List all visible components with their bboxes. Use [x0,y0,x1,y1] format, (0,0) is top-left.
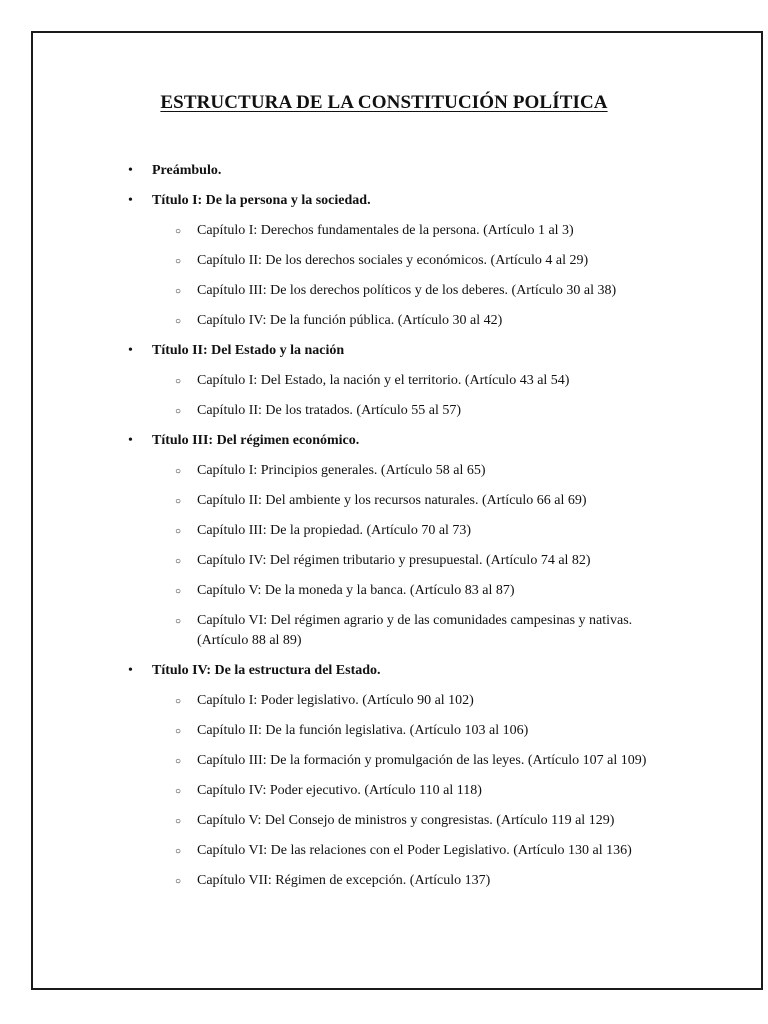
chapter-item [175,781,652,801]
section-title: Preámbulo. [152,163,222,178]
chapter-text: Capítulo III: De los derechos políticos y de los deberes. (Artículo 30 al 38) [197,283,617,298]
section-item [0,161,768,181]
filled-bullet-icon: • [128,433,133,448]
hollow-circle-bullet-icon: ○ [175,256,182,267]
chapter-item [175,251,652,271]
chapter-text: Capítulo II: De la función legislativa. (Artículo 103 al 106) [197,723,529,738]
constitution-outline [0,161,768,901]
chapter-item [175,551,652,571]
chapter-item [175,751,652,771]
hollow-circle-bullet-icon: ○ [175,846,182,857]
chapter-text: Capítulo I: Derechos fundamentales de la persona. (Artículo 1 al 3) [197,223,574,238]
hollow-circle-bullet-icon: ○ [175,696,182,707]
chapter-item [175,691,652,711]
hollow-circle-bullet-icon: ○ [175,286,182,297]
chapter-item [175,871,652,891]
chapter-item [175,371,652,391]
chapter-text: Capítulo I: Poder legislativo. (Artículo 90 al 102) [197,693,474,708]
chapter-item [175,281,652,301]
chapter-list [152,221,668,331]
chapter-text: Capítulo IV: Del régimen tributario y presupuestal. (Artículo 74 al 82) [197,553,591,568]
document-title: ESTRUCTURA DE LA CONSTITUCIÓN POLÍTICA [160,92,608,113]
chapter-item [175,841,652,861]
hollow-circle-bullet-icon: ○ [175,586,182,597]
hollow-circle-bullet-icon: ○ [175,316,182,327]
section-item [0,191,768,331]
chapter-text: Capítulo II: Del ambiente y los recursos naturales. (Artículo 66 al 69) [197,493,587,508]
hollow-circle-bullet-icon: ○ [175,816,182,827]
chapter-item [175,461,652,481]
chapter-text: Capítulo I: Del Estado, la nación y el territorio. (Artículo 43 al 54) [197,373,570,388]
section-title: Título I: De la persona y la sociedad. [152,193,371,208]
hollow-circle-bullet-icon: ○ [175,376,182,387]
chapter-list [152,461,668,651]
chapter-text: Capítulo IV: Poder ejecutivo. (Artículo 110 al 118) [197,783,482,798]
chapter-text: Capítulo V: De la moneda y la banca. (Artículo 83 al 87) [197,583,515,598]
hollow-circle-bullet-icon: ○ [175,226,182,237]
chapter-item [175,221,652,241]
section-item [0,341,768,421]
chapter-text: Capítulo III: De la formación y promulgación de las leyes. (Artículo 107 al 109) [197,753,647,768]
chapter-text: Capítulo VI: Del régimen agrario y de las comunidades campesinas y nativas. (Artículo 88 al 89) [197,613,633,648]
filled-bullet-icon: • [128,663,133,678]
chapter-text: Capítulo IV: De la función pública. (Artículo 30 al 42) [197,313,503,328]
hollow-circle-bullet-icon: ○ [175,876,182,887]
hollow-circle-bullet-icon: ○ [175,406,182,417]
hollow-circle-bullet-icon: ○ [175,526,182,537]
chapter-text: Capítulo II: De los tratados. (Artículo 55 al 57) [197,403,461,418]
chapter-item [175,811,652,831]
chapter-text: Capítulo VI: De las relaciones con el Poder Legislativo. (Artículo 130 al 136) [197,843,632,858]
section-item [0,661,768,891]
chapter-list [152,371,668,421]
chapter-item [175,721,652,741]
chapter-list [152,691,668,891]
hollow-circle-bullet-icon: ○ [175,726,182,737]
section-title: Título II: Del Estado y la nación [152,343,345,358]
chapter-item [175,611,652,651]
chapter-item [175,491,652,511]
section-item [0,431,768,651]
filled-bullet-icon: • [128,343,133,358]
hollow-circle-bullet-icon: ○ [175,756,182,767]
chapter-text: Capítulo V: Del Consejo de ministros y congresistas. (Artículo 119 al 129) [197,813,615,828]
hollow-circle-bullet-icon: ○ [175,496,182,507]
chapter-text: Capítulo III: De la propiedad. (Artículo 70 al 73) [197,523,472,538]
hollow-circle-bullet-icon: ○ [175,556,182,567]
hollow-circle-bullet-icon: ○ [175,616,182,627]
filled-bullet-icon: • [128,163,133,178]
section-title: Título IV: De la estructura del Estado. [152,663,381,678]
hollow-circle-bullet-icon: ○ [175,786,182,797]
section-title: Título III: Del régimen económico. [152,433,360,448]
chapter-item [175,401,652,421]
filled-bullet-icon: • [128,193,133,208]
chapter-text: Capítulo II: De los derechos sociales y económicos. (Artículo 4 al 29) [197,253,589,268]
hollow-circle-bullet-icon: ○ [175,466,182,477]
chapter-item [175,311,652,331]
chapter-text: Capítulo VII: Régimen de excepción. (Artículo 137) [197,873,491,888]
chapter-item [175,521,652,541]
chapter-item [175,581,652,601]
chapter-text: Capítulo I: Principios generales. (Artículo 58 al 65) [197,463,486,478]
